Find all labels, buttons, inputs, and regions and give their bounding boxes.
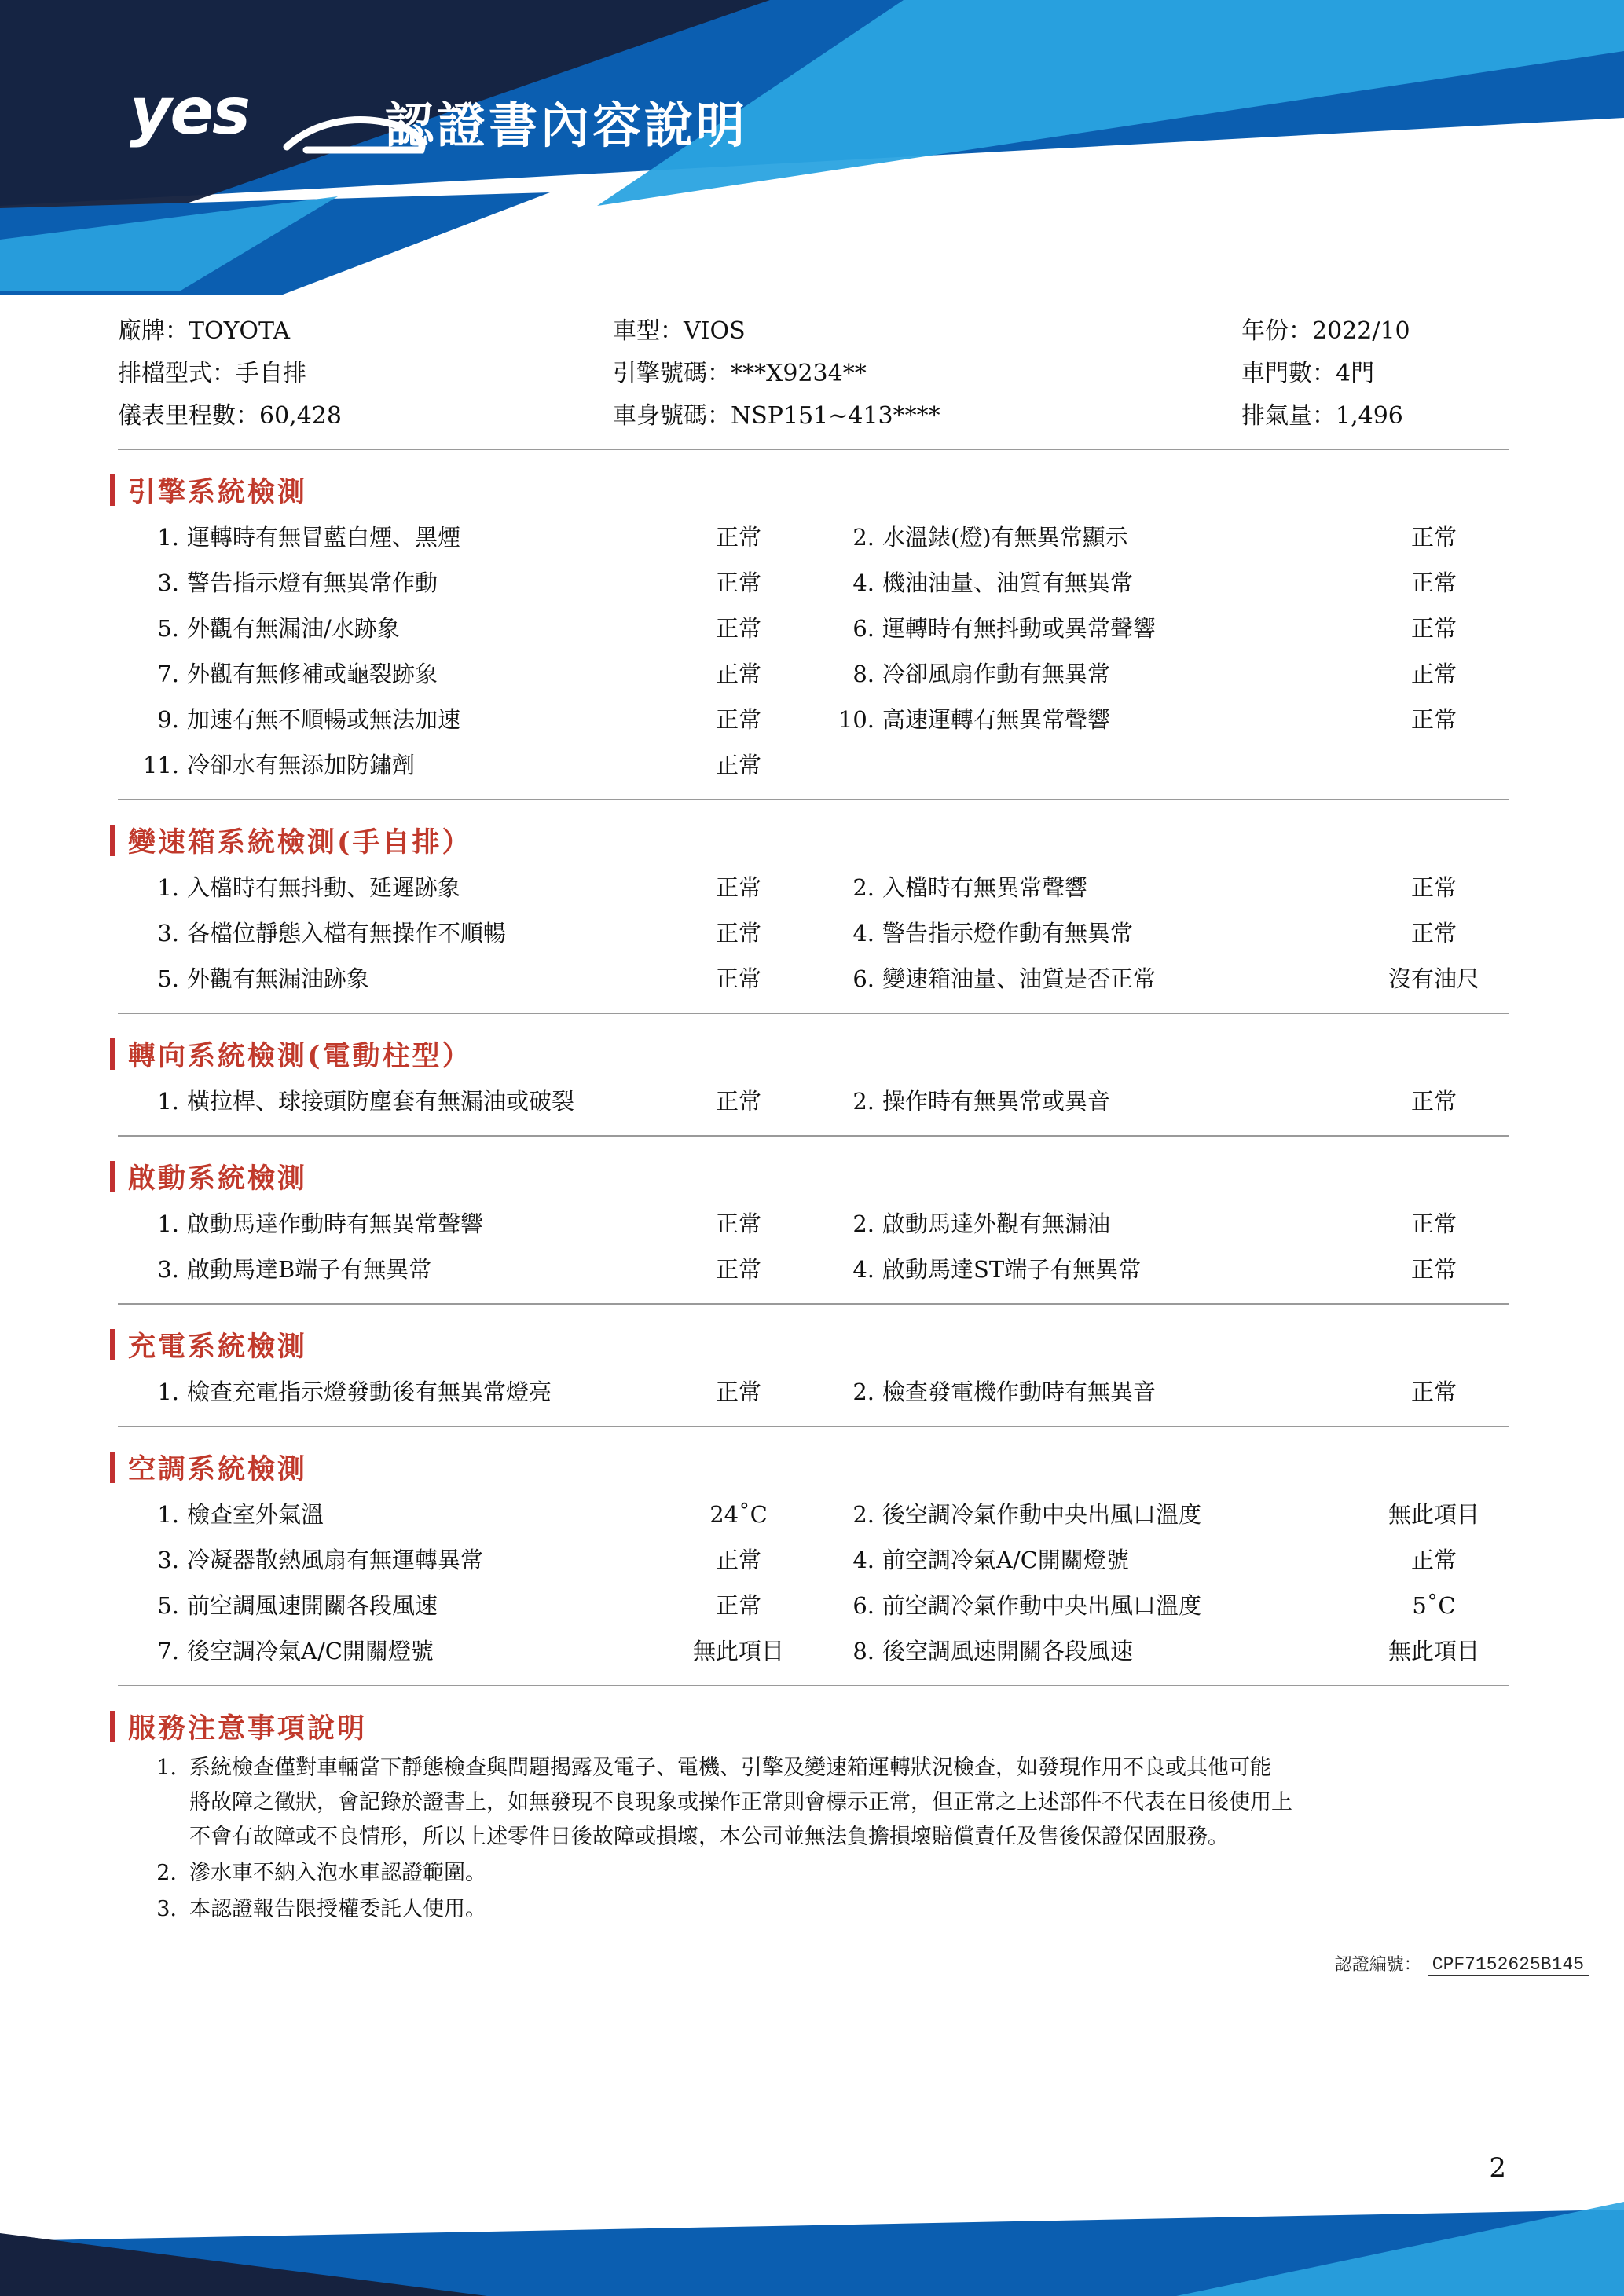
- section-body-engine: [118, 514, 1509, 800]
- table-row: [118, 606, 1509, 651]
- item-label: 後空調冷氣A/C開關燈號: [187, 1638, 434, 1664]
- check-item: [118, 1078, 813, 1124]
- certificate-number-value: CPF7152625B145: [1428, 1954, 1589, 1976]
- note-text: 滲水車不納入泡水車認證範圍。: [189, 1861, 486, 1885]
- item-number: 4.: [852, 1256, 874, 1283]
- item-number: 2.: [852, 1501, 874, 1528]
- item-number: 5.: [157, 1592, 179, 1619]
- note-line: 系統檢查僅對車輛當下靜態檢查與問題揭露及電子、電機、引擎及變速箱運轉狀況檢查，如發現作用不良或其他可能: [189, 1756, 1271, 1780]
- table-row: [118, 1201, 1509, 1247]
- list-item: [118, 1856, 1524, 1891]
- item-label: 高速運轉有無異常聲響: [882, 706, 1111, 733]
- check-item: [118, 865, 813, 910]
- table-row: [118, 910, 1509, 956]
- item-result: 正常: [715, 661, 761, 687]
- item-label: 啟動馬達外觀有無漏油: [882, 1210, 1111, 1237]
- notes-body: [118, 1751, 1524, 1927]
- item-result: 無此項目: [1388, 1501, 1479, 1528]
- item-label: 外觀有無漏油跡象: [187, 965, 370, 992]
- vehicle-info-table: [118, 310, 1509, 450]
- section-accent-bar: [110, 1038, 115, 1070]
- table-row: [118, 651, 1509, 697]
- item-label: 檢查充電指示燈發動後有無異常燈亮: [187, 1379, 552, 1405]
- section-title: 引擎系統檢測: [128, 476, 308, 508]
- item-number: 6.: [852, 615, 874, 642]
- item-label: 變速箱油量、油質是否正常: [882, 965, 1157, 992]
- item-label: 冷卻風扇作動有無異常: [882, 661, 1111, 687]
- section-accent-bar: [110, 825, 115, 856]
- item-result: 正常: [1410, 920, 1457, 947]
- item-result: 正常: [715, 1592, 761, 1619]
- check-item: [118, 956, 813, 1002]
- item-number: 5.: [157, 965, 179, 992]
- item-number: 1.: [157, 1210, 179, 1237]
- item-label: 啟動馬達B端子有無異常: [187, 1256, 432, 1283]
- section-heading-charging: [110, 1325, 1624, 1364]
- table-row: [118, 1492, 1509, 1537]
- section-title: 變速箱系統檢測(手自排）: [128, 826, 472, 859]
- table-row: [118, 956, 1509, 1002]
- item-number: 1.: [157, 874, 179, 901]
- check-item: [118, 1492, 813, 1537]
- section-body-transmission: [118, 865, 1509, 1014]
- yes-logo: [130, 75, 365, 161]
- item-result: 正常: [1410, 569, 1457, 596]
- item-result: 正常: [715, 1088, 761, 1115]
- item-label: 警告指示燈作動有無異常: [882, 920, 1134, 947]
- item-number: 8.: [852, 1638, 874, 1664]
- item-result: 正常: [715, 920, 761, 947]
- check-item: [813, 1628, 1509, 1674]
- item-result: 正常: [1410, 706, 1457, 733]
- check-item: [813, 1369, 1509, 1415]
- item-result: 正常: [1410, 661, 1457, 687]
- check-item: [813, 651, 1509, 697]
- certificate-number: [1335, 1951, 1589, 1976]
- item-number: 2.: [852, 1088, 874, 1115]
- item-label: 水溫錶(燈)有無異常顯示: [882, 524, 1128, 551]
- item-number: 7.: [157, 1638, 179, 1664]
- item-result: 正常: [715, 1379, 761, 1405]
- section-heading-notes: [110, 1707, 1624, 1746]
- section-heading-aircon: [110, 1448, 1624, 1487]
- note-text: [189, 1751, 1524, 1855]
- item-number: 5.: [157, 615, 179, 642]
- check-item: [813, 1201, 1509, 1247]
- item-number: 4.: [852, 920, 874, 947]
- item-number: 1.: [157, 1379, 179, 1405]
- section-body-charging: [118, 1369, 1509, 1427]
- note-number: 3.: [156, 1897, 177, 1921]
- section-accent-bar: [110, 1452, 115, 1483]
- item-number: 9.: [157, 706, 179, 733]
- item-result: 正常: [1410, 524, 1457, 551]
- item-number: 6.: [852, 1592, 874, 1619]
- section-title: 啟動系統檢測: [128, 1163, 308, 1195]
- item-result: 正常: [1410, 1256, 1457, 1283]
- item-label: 後空調風速開關各段風速: [882, 1638, 1134, 1664]
- item-result: 24˚C: [709, 1501, 768, 1528]
- item-label: 外觀有無修補或龜裂跡象: [187, 661, 438, 687]
- check-item: [813, 697, 1509, 742]
- item-result: 沒有油尺: [1388, 965, 1479, 992]
- check-item: [118, 606, 813, 651]
- item-result: 正常: [1410, 1210, 1457, 1237]
- section-heading-steering: [110, 1034, 1624, 1074]
- item-result: 正常: [1410, 1379, 1457, 1405]
- item-label: 機油油量、油質有無異常: [882, 569, 1134, 596]
- item-result: 正常: [715, 524, 761, 551]
- item-number: 10.: [838, 706, 874, 733]
- item-label: 檢查室外氣溫: [187, 1501, 324, 1528]
- section-body-starter: [118, 1201, 1509, 1305]
- check-item: [813, 514, 1509, 560]
- table-row: [118, 310, 1509, 353]
- item-number: 1.: [157, 1088, 179, 1115]
- item-number: 11.: [142, 752, 179, 778]
- item-label: 操作時有無異常或異音: [882, 1088, 1111, 1115]
- section-heading-engine: [110, 471, 1624, 510]
- note-line: 將故障之徵狀，會記錄於證書上，如無發現不良現象或操作正常則會標示正常，但正常之上述部件不代表在日後使用上: [189, 1790, 1292, 1814]
- item-label: 橫拉桿、球接頭防塵套有無漏油或破裂: [187, 1088, 575, 1115]
- item-label: 入檔時有無抖動、延遲跡象: [187, 874, 461, 901]
- certificate-number-label: 認證編號：: [1334, 1955, 1421, 1975]
- check-item: [118, 1583, 813, 1628]
- item-number: 2.: [852, 1210, 874, 1237]
- item-number: 7.: [157, 661, 179, 687]
- section-accent-bar: [110, 1161, 115, 1192]
- note-line: 不會有故障或不良情形，所以上述零件日後故障或損壞，本公司並無法負擔損壞賠償責任及售後保證保固服務。: [189, 1825, 1229, 1849]
- item-label: 後空調冷氣作動中央出風口溫度: [882, 1501, 1202, 1528]
- check-item: [813, 1492, 1509, 1537]
- check-item: [813, 1078, 1509, 1124]
- item-label: 加速有無不順暢或無法加速: [187, 706, 461, 733]
- item-result: 正常: [1410, 615, 1457, 642]
- item-result: 正常: [1410, 1547, 1457, 1573]
- notes-section: [0, 1751, 1624, 1976]
- check-item: [118, 1628, 813, 1674]
- check-item: [118, 1537, 813, 1583]
- table-row: [118, 1247, 1509, 1292]
- item-label: 前空調冷氣A/C開關燈號: [882, 1547, 1129, 1573]
- item-number: 1.: [157, 524, 179, 551]
- item-number: 4.: [852, 1547, 874, 1573]
- item-result: 正常: [715, 1210, 761, 1237]
- page-footer: [0, 2178, 1624, 2296]
- item-label: 冷卻水有無添加防鏽劑: [187, 752, 416, 778]
- vehicle-model: 車型：VIOS: [613, 317, 746, 345]
- vehicle-door-count: 車門數：4門: [1241, 360, 1375, 387]
- table-row: [118, 865, 1509, 910]
- check-item: [118, 514, 813, 560]
- table-row: [118, 353, 1509, 395]
- item-result: 正常: [715, 965, 761, 992]
- item-label: 檢查發電機作動時有無異音: [882, 1379, 1157, 1405]
- item-number: 3.: [157, 569, 179, 596]
- check-item: [118, 1247, 813, 1292]
- page-number: 2: [1489, 2152, 1506, 2184]
- section-title: 空調系統檢測: [128, 1453, 308, 1485]
- check-item: [813, 956, 1509, 1002]
- item-number: 6.: [852, 965, 874, 992]
- note-number: 1.: [156, 1756, 177, 1780]
- section-accent-bar: [110, 474, 115, 506]
- check-item: [118, 1369, 813, 1415]
- check-item: [813, 606, 1509, 651]
- vehicle-mileage: 儀表里程數：60,428: [118, 402, 342, 430]
- list-item: [118, 1751, 1524, 1855]
- note-text: 本認證報告限授權委託人使用。: [189, 1897, 486, 1921]
- check-item: [813, 865, 1509, 910]
- vehicle-vin: 車身號碼：NSP151~413****: [613, 402, 940, 430]
- item-number: 3.: [157, 1547, 179, 1573]
- table-row: [118, 1628, 1509, 1674]
- check-item: [813, 1583, 1509, 1628]
- note-number: 2.: [156, 1861, 177, 1885]
- item-result: 正常: [1410, 874, 1457, 901]
- table-row: [118, 697, 1509, 742]
- document-body: [0, 295, 1624, 1976]
- table-row: [118, 1537, 1509, 1583]
- item-number: 2.: [852, 1379, 874, 1405]
- item-result: 正常: [715, 752, 761, 778]
- vehicle-year: 年份：2022/10: [1241, 317, 1410, 345]
- table-row: [118, 560, 1509, 606]
- check-item: [813, 560, 1509, 606]
- table-row: [118, 514, 1509, 560]
- check-item: [813, 1537, 1509, 1583]
- table-row: [118, 1078, 1509, 1124]
- item-number: 4.: [852, 569, 874, 596]
- item-label: 前空調風速開關各段風速: [187, 1592, 438, 1619]
- item-number: 1.: [157, 1501, 179, 1528]
- item-result: 5˚C: [1412, 1592, 1456, 1619]
- vehicle-engine-no: 引擎號碼：***X9234**: [613, 360, 867, 387]
- item-label: 啟動馬達ST端子有無異常: [882, 1256, 1142, 1283]
- section-title: 服務注意事項說明: [128, 1712, 368, 1745]
- item-result: 正常: [715, 615, 761, 642]
- item-number: 8.: [852, 661, 874, 687]
- item-label: 警告指示燈有無異常作動: [187, 569, 438, 596]
- item-result: 正常: [715, 706, 761, 733]
- check-item: [813, 1247, 1509, 1292]
- item-label: 冷凝器散熱風扇有無運轉異常: [187, 1547, 484, 1573]
- vehicle-transmission: 排檔型式：手自排: [118, 360, 306, 387]
- item-number: 3.: [157, 920, 179, 947]
- section-title: 充電系統檢測: [128, 1331, 308, 1363]
- item-label: 啟動馬達作動時有無異常聲響: [187, 1210, 484, 1237]
- item-label: 運轉時有無抖動或異常聲響: [882, 615, 1157, 642]
- item-result: 正常: [715, 874, 761, 901]
- section-heading-starter: [110, 1157, 1624, 1196]
- vehicle-displacement: 排氣量：1,496: [1241, 402, 1403, 430]
- check-item: [813, 910, 1509, 956]
- logo-wordmark: yes: [130, 75, 249, 149]
- item-number: 2.: [852, 524, 874, 551]
- check-item: [118, 742, 813, 788]
- section-body-steering: [118, 1078, 1509, 1137]
- section-accent-bar: [110, 1329, 115, 1360]
- item-label: 前空調冷氣作動中央出風口溫度: [882, 1592, 1202, 1619]
- check-item: [118, 910, 813, 956]
- item-result: 正常: [1410, 1088, 1457, 1115]
- item-result: 正常: [715, 1547, 761, 1573]
- table-row: [118, 1369, 1509, 1415]
- item-number: 3.: [157, 1256, 179, 1283]
- item-label: 外觀有無漏油/水跡象: [187, 615, 400, 642]
- check-item: [118, 651, 813, 697]
- item-result: 正常: [715, 569, 761, 596]
- section-body-aircon: [118, 1492, 1509, 1686]
- list-item: [118, 1892, 1524, 1927]
- table-row: [118, 742, 1509, 788]
- check-item: [118, 697, 813, 742]
- item-label: 各檔位靜態入檔有無操作不順暢: [187, 920, 507, 947]
- check-item: [118, 560, 813, 606]
- item-result: 正常: [715, 1256, 761, 1283]
- section-title: 轉向系統檢測(電動柱型）: [128, 1040, 472, 1072]
- item-label: 入檔時有無異常聲響: [882, 874, 1088, 901]
- page-header: [0, 0, 1624, 295]
- section-heading-transmission: [110, 821, 1624, 860]
- table-row: [118, 395, 1509, 438]
- item-label: 運轉時有無冒藍白煙、黑煙: [187, 524, 461, 551]
- page-title: 認證書內容說明: [385, 97, 749, 154]
- check-item: [118, 1201, 813, 1247]
- vehicle-brand: 廠牌：TOYOTA: [118, 317, 291, 345]
- table-row: [118, 1583, 1509, 1628]
- item-result: 無此項目: [1388, 1638, 1479, 1664]
- item-result: 無此項目: [692, 1638, 784, 1664]
- item-number: 2.: [852, 874, 874, 901]
- section-accent-bar: [110, 1711, 115, 1742]
